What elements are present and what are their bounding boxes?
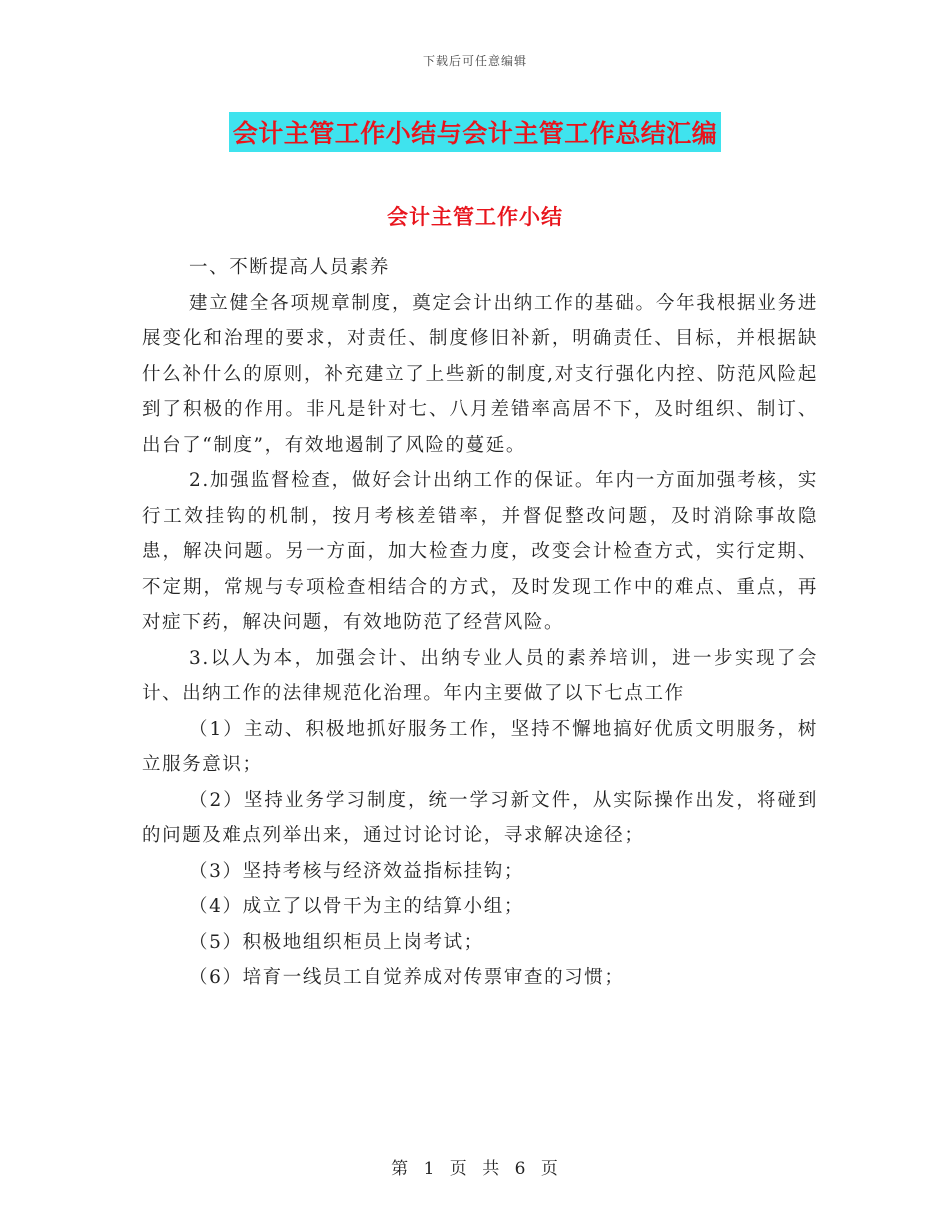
footer-page-number: 1 [423, 1159, 436, 1179]
footer-prefix: 第 [391, 1159, 410, 1179]
paragraph-heading-1: 一、不断提高人员素养 [189, 257, 391, 278]
header-note: 下载后可任意编辑 [422, 54, 527, 68]
list-item-1: （1）主动、积极地抓好服务工作，坚持不懈地搞好优质文明服务，树立服务意识； [142, 718, 818, 775]
list-item-4: （4）成立了以骨干为主的结算小组； [189, 896, 524, 917]
main-title-text: 会计主管工作小结与会计主管工作总结汇编 [229, 112, 722, 152]
footer-suffix: 页 [540, 1159, 559, 1179]
paragraph-2: 2.加强监督检查，做好会计出纳工作的保证。年内一方面加强考核，实行工效挂钩的机制，按月考核差错率，并督促整改问题，及时消除事故隐患，解决问题。另一方面，加大检查力度，改变会计检查方式，实行定期、不定期，常规与专项检查相结合的方式，及时发现工作中的难点、重点，再对症下药，解决问题，有效地防范了经营风险。 [142, 470, 818, 633]
paragraph-1: 建立健全各项规章制度，奠定会计出纳工作的基础。今年我根据业务进展变化和治理的要求，对责任、制度修旧补新，明确责任、目标，并根据缺什么补什么的原则，补充建立了上些新的制度,对支行强化内控、防范风险起到了积极的作用。非凡是针对七、八月差错率高居不下，及时组织、制订、出台了“制度”，有效地遏制了风险的蔓延。 [142, 292, 818, 456]
list-item-2: （2）坚持业务学习制度，统一学习新文件，从实际操作出发，将碰到的问题及难点列举出来，通过讨论讨论，寻求解决途径； [142, 789, 818, 846]
main-title [0, 112, 950, 152]
document-body [142, 250, 818, 996]
footer-mid: 页 [449, 1159, 468, 1179]
paragraph-3: 3.以人为本，加强会计、出纳专业人员的素养培训，进一步实现了会计、出纳工作的法律规范化治理。年内主要做了以下七点工作 [142, 647, 818, 704]
list-item-3: （3）坚持考核与经济效益指标挂钩； [189, 860, 524, 882]
section-title: 会计主管工作小结 [387, 205, 563, 229]
footer-total-prefix: 共 [482, 1159, 501, 1179]
list-item-5: （5）积极地组织柜员上岗考试； [189, 931, 484, 953]
page-footer [0, 1154, 950, 1179]
list-item-6: （6）培育一线员工自觉养成对传票审查的习惯； [189, 967, 625, 988]
footer-total-pages: 6 [514, 1159, 527, 1179]
